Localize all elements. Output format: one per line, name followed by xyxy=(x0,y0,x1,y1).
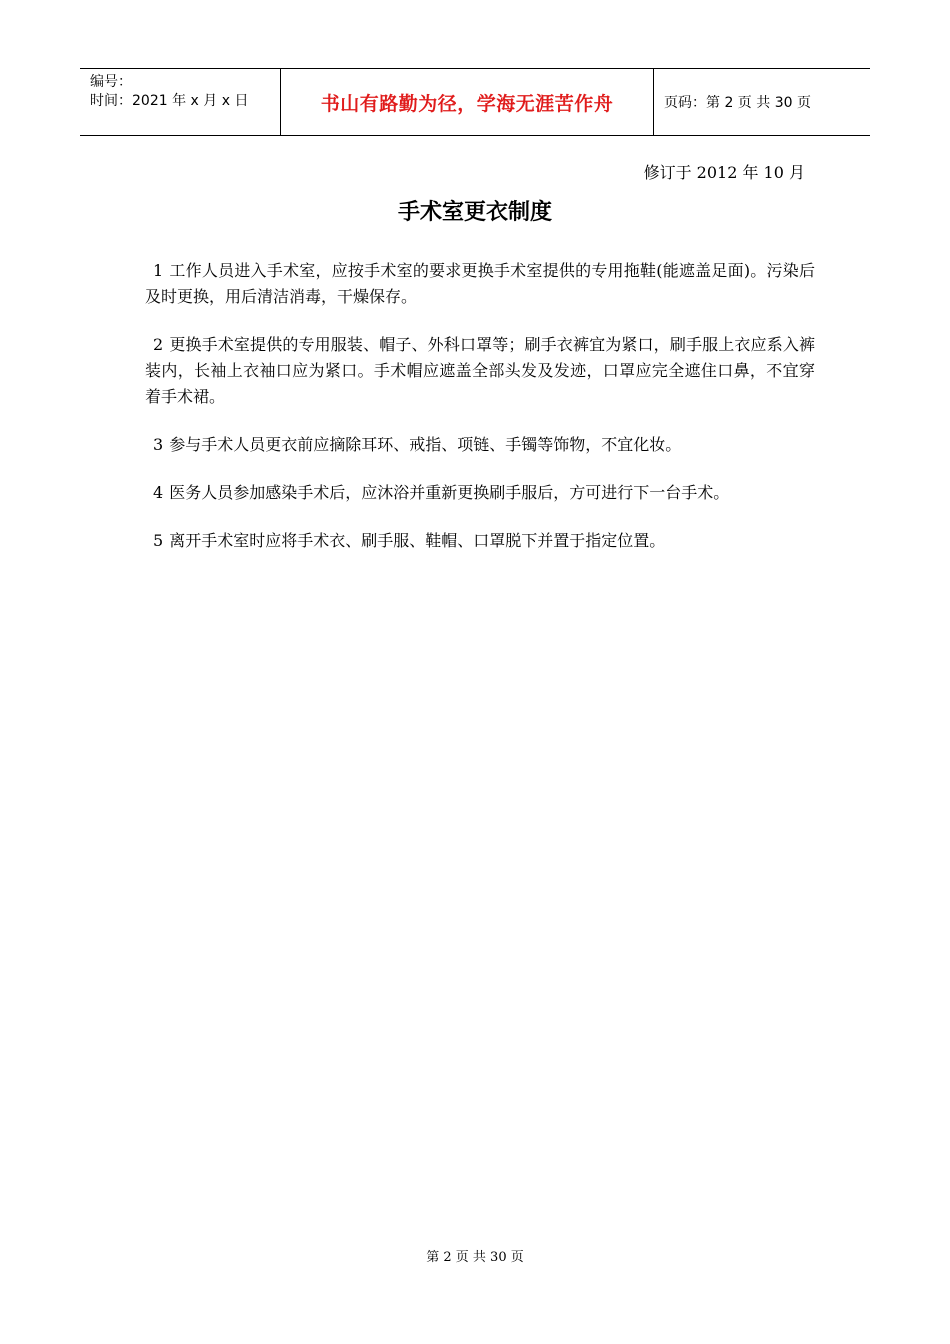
paragraph-4 xyxy=(145,480,815,506)
header-table xyxy=(80,68,870,136)
document-body xyxy=(145,258,815,576)
paragraph-text: 参与手术人员更衣前应摘除耳环、戒指、项链、手镯等饰物，不宜化妆。 xyxy=(169,435,682,454)
date-label: 时间：2021 年 x 月 x 日 xyxy=(90,93,249,109)
paragraph-number: 5 xyxy=(153,531,164,550)
paragraph-text: 工作人员进入手术室，应按手术室的要求更换手术室提供的专用拖鞋(能遮盖足面)。污染后及时更换，用后清洁消毒，干燥保存。 xyxy=(145,261,815,306)
paragraph-text: 离开手术室时应将手术衣、刷手服、鞋帽、口罩脱下并置于指定位置。 xyxy=(169,531,666,550)
header-meta-cell xyxy=(80,69,281,135)
motto-text: 书山有路勤为径，学海无涯苦作舟 xyxy=(320,92,614,115)
serial-number-label: 编号： xyxy=(90,74,132,90)
paragraph-number: 2 xyxy=(153,335,164,354)
page-info: 页码：第 2 页 共 30 页 xyxy=(664,95,811,111)
page-footer: 第 2 页 共 30 页 xyxy=(426,1250,524,1265)
paragraph-text: 医务人员参加感染手术后，应沐浴并重新更换刷手服后，方可进行下一台手术。 xyxy=(169,483,730,502)
revision-note: 修订于 2012 年 10 月 xyxy=(643,163,805,182)
paragraph-1 xyxy=(145,258,815,310)
paragraph-2 xyxy=(145,332,815,410)
header-page-cell xyxy=(654,69,870,135)
paragraph-number: 1 xyxy=(153,261,164,280)
paragraph-text: 更换手术室提供的专用服装、帽子、外科口罩等；刷手衣裤宜为紧口，刷手服上衣应系入裤装内，长袖上衣袖口应为紧口。手术帽应遮盖全部头发及发迹，口罩应完全遮住口鼻，不宜穿着手术裙。 xyxy=(145,335,815,406)
paragraph-5 xyxy=(145,528,815,554)
document-title: 手术室更衣制度 xyxy=(397,200,552,225)
paragraph-number: 4 xyxy=(153,483,164,502)
header-motto-cell xyxy=(281,69,654,135)
paragraph-number: 3 xyxy=(153,435,164,454)
paragraph-3 xyxy=(145,432,815,458)
